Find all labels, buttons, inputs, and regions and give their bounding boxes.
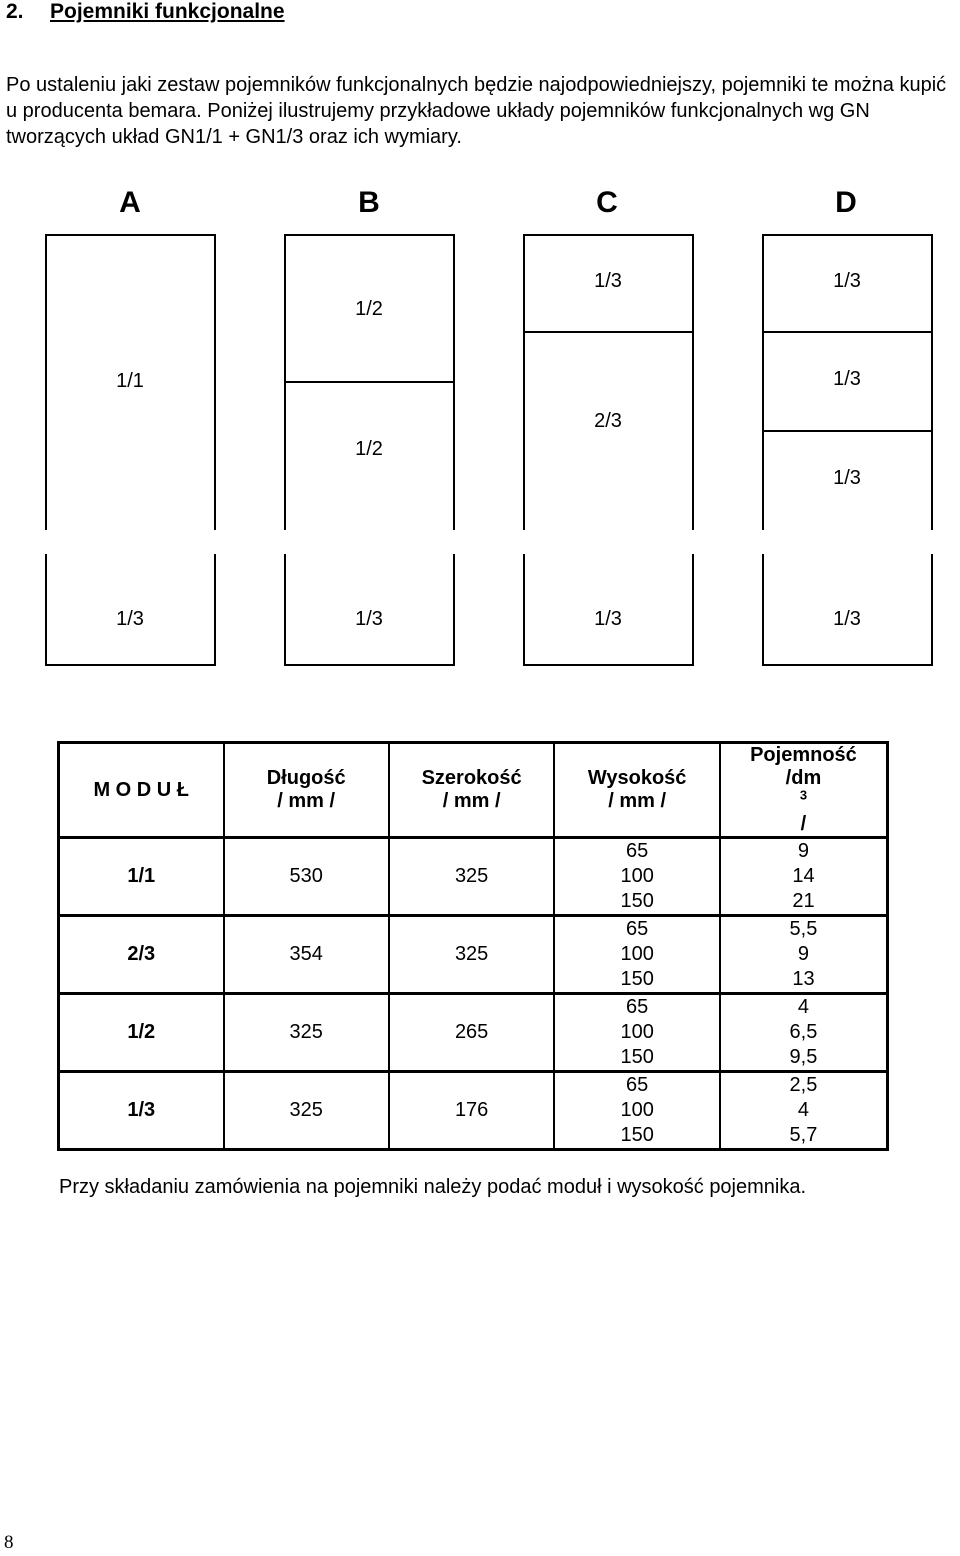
column-d-divider-1 bbox=[762, 331, 933, 333]
header-height-label: Wysokość bbox=[587, 767, 687, 789]
column-c-lower-label: 1/3 bbox=[594, 608, 622, 630]
column-d-upper-label-2: 1/3 bbox=[833, 368, 861, 390]
column-c-divider bbox=[523, 331, 694, 333]
order-note: Przy składaniu zamówienia na pojemniki należy podać moduł i wysokość pojemnika. bbox=[59, 1176, 807, 1198]
column-b-lower-label: 1/3 bbox=[355, 608, 383, 630]
module-dimensions-table bbox=[57, 741, 889, 1151]
row-heights: 65 100 150 bbox=[554, 916, 720, 994]
section-heading bbox=[6, 0, 285, 24]
column-b-upper-label-2: 1/2 bbox=[355, 438, 383, 460]
header-width-unit: / mm / bbox=[442, 790, 501, 812]
row-heights: 65 100 150 bbox=[554, 838, 720, 916]
row-width: 325 bbox=[389, 838, 555, 916]
header-length-unit: / mm / bbox=[277, 790, 336, 812]
column-b-divider bbox=[284, 381, 455, 383]
row-length: 530 bbox=[224, 838, 389, 916]
header-capacity bbox=[720, 743, 888, 838]
section-number: 2. bbox=[6, 0, 24, 23]
row-capacities: 2,5 4 5,7 bbox=[720, 1072, 888, 1150]
table-row bbox=[59, 1072, 888, 1150]
column-label-d: D bbox=[835, 186, 857, 219]
column-label-a: A bbox=[119, 186, 141, 219]
row-module: 2/3 bbox=[59, 916, 224, 994]
row-capacities: 5,5 9 13 bbox=[720, 916, 888, 994]
header-capacity-unit: /dm $^3$ / bbox=[785, 767, 822, 835]
row-length: 325 bbox=[224, 994, 389, 1072]
header-module: M O D U Ł bbox=[59, 743, 224, 838]
header-capacity-label: Pojemność bbox=[750, 744, 857, 766]
row-length: 325 bbox=[224, 1072, 389, 1150]
column-d-divider-2 bbox=[762, 430, 933, 432]
header-length-label: Długość bbox=[266, 767, 346, 789]
table-header-row bbox=[59, 743, 888, 838]
row-capacities: 4 6,5 9,5 bbox=[720, 994, 888, 1072]
column-a-upper-label: 1/1 bbox=[116, 370, 144, 392]
row-heights: 65 100 150 bbox=[554, 1072, 720, 1150]
column-c-upper-label-2: 2/3 bbox=[594, 410, 622, 432]
column-a-lower-label: 1/3 bbox=[116, 608, 144, 630]
header-width-label: Szerokość bbox=[421, 767, 522, 789]
row-heights: 65 100 150 bbox=[554, 994, 720, 1072]
table-row bbox=[59, 994, 888, 1072]
column-c-upper-label-1: 1/3 bbox=[594, 270, 622, 292]
row-width: 176 bbox=[389, 1072, 555, 1150]
header-height bbox=[554, 743, 720, 838]
row-module: 1/1 bbox=[59, 838, 224, 916]
table-row bbox=[59, 838, 888, 916]
row-width: 265 bbox=[389, 994, 555, 1072]
section-title: Pojemniki funkcjonalne bbox=[50, 0, 285, 23]
column-d-upper-label-3: 1/3 bbox=[833, 467, 861, 489]
column-label-b: B bbox=[358, 186, 380, 219]
row-module: 1/2 bbox=[59, 994, 224, 1072]
column-b-upper-label-1: 1/2 bbox=[355, 298, 383, 320]
row-capacities: 9 14 21 bbox=[720, 838, 888, 916]
page-number: 8 bbox=[4, 1532, 14, 1553]
row-module: 1/3 bbox=[59, 1072, 224, 1150]
table-row bbox=[59, 916, 888, 994]
column-d-upper-label-1: 1/3 bbox=[833, 270, 861, 292]
header-height-unit: / mm / bbox=[608, 790, 667, 812]
column-d-lower-label: 1/3 bbox=[833, 608, 861, 630]
header-width bbox=[389, 743, 555, 838]
row-length: 354 bbox=[224, 916, 389, 994]
header-length bbox=[224, 743, 389, 838]
column-label-c: C bbox=[596, 186, 618, 219]
row-width: 325 bbox=[389, 916, 555, 994]
intro-paragraph: Po ustaleniu jaki zestaw pojemników funkcjonalnych będzie najodpowiedniejszy, pojemniki te można kupić u producenta bemara. Poniżej ilustrujemy przykładowe układy pojemników funkcjonalnych wg GN tworzących układ GN1/1 + GN1/3 oraz ich wymiary. bbox=[6, 74, 947, 148]
